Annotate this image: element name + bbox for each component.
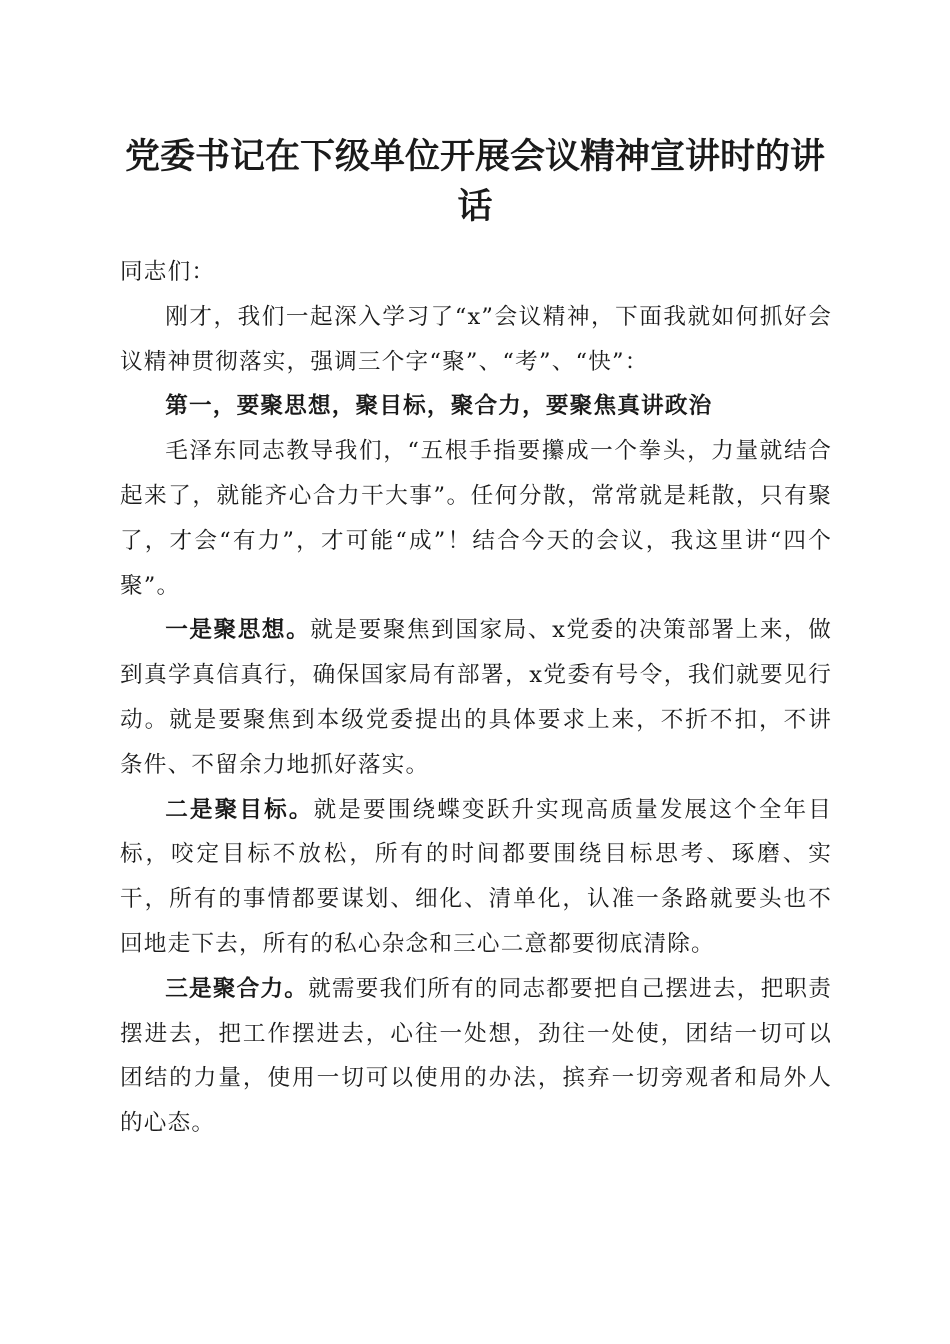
- document-title: 党委书记在下级单位开展会议精神宣讲时的讲话: [124, 136, 825, 227]
- quote-paragraph: 毛泽东同志教导我们，“五根手指要攥成一个拳头，力量就结合起来了，就能齐心合力干大事”。任何分散，常常就是耗散，只有聚了，才会“有力”，才可能“成”！结合今天的会议，我这里讲“四个聚”。: [120, 438, 832, 599]
- document-body: [120, 250, 832, 1146]
- section-heading: 第一，要聚思想，聚目标，聚合力，要聚焦真讲政治: [165, 393, 713, 420]
- intro-paragraph: 刚才，我们一起深入学习了“x”会议精神，下面我就如何抓好会议精神贯彻落实，强调三个字“聚”、“考”、“快”：: [120, 303, 832, 375]
- point-two-paragraph: [120, 788, 832, 967]
- point-three-lead: 三是聚合力。: [165, 975, 309, 1002]
- point-two-lead: 二是聚目标。: [165, 796, 314, 823]
- point-two-text: 就是要围绕蝶变跃升实现高质量发展这个全年目标，咬定目标不放松，所有的时间都要围绕目标思考、琢磨、实干，所有的事情都要谋划、细化、清单化，认准一条路就要头也不回地走下去，所有的私心杂念和三心二意都要彻底清除。: [120, 796, 832, 957]
- point-one-text: 就是要聚焦到国家局、x党委的决策部署上来，做到真学真信真行，确保国家局有部署，x党委有号令，我们就要见行动。就是要聚焦到本级党委提出的具体要求上来，不折不扣，不讲条件、不留余力地抓好落实。: [120, 617, 832, 778]
- point-one-lead: 一是聚思想。: [165, 617, 311, 644]
- salutation: 同志们：: [120, 259, 216, 285]
- point-one-paragraph: [120, 608, 832, 787]
- point-three-paragraph: [120, 967, 832, 1146]
- point-three-text: 就需要我们所有的同志都要把自己摆进去，把职责摆进去，把工作摆进去，心往一处想，劲往一处使，团结一切可以团结的力量，使用一切可以使用的办法，摈弃一切旁观者和局外人的心态。: [120, 975, 833, 1137]
